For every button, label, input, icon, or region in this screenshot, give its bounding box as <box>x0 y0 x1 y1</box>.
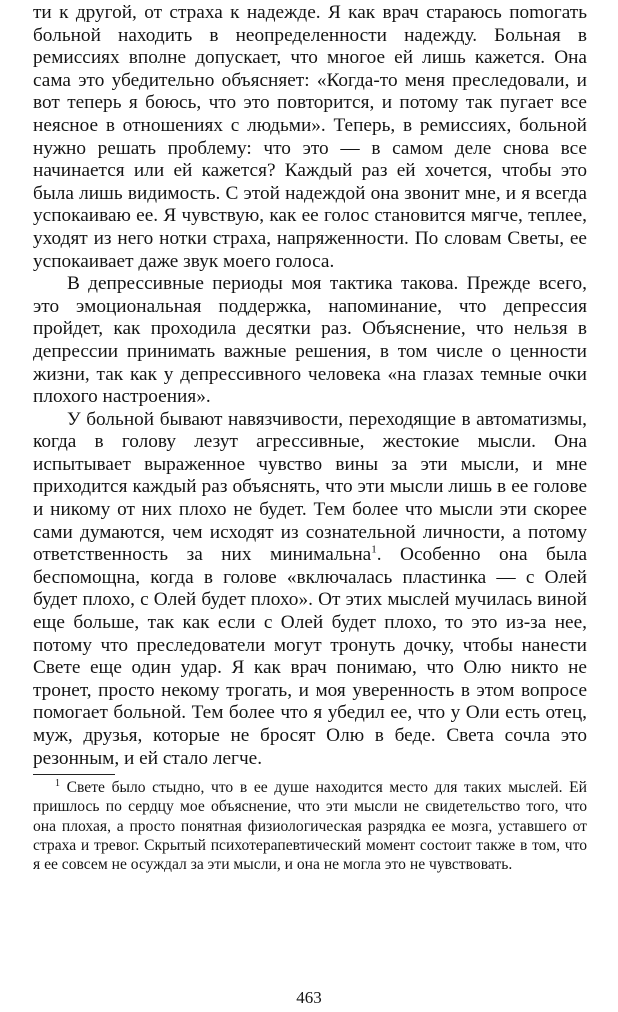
footnote-marker: 1 <box>55 778 60 789</box>
page-number: 463 <box>296 988 322 1007</box>
footnote-body: Свете было стыдно, что в ее душе находится место для таких мыслей. Ей пришлось по сердцу мое объяснение, что эти мысли не свидетельство того, что она плохая, а просто понятная физиологическая разрядка ее мозга, уставшего от страха и тревог. Скрытый психотерапевтический момент состоит также в том, что я ее совсем не осуждал за эти мысли, и она не могла это не чувствовать. <box>33 779 587 873</box>
paragraph-3-continued: . Особенно она была беспомощна, когда в голове «включалась пластинка — с Олей будет плохо, с Олей будет плохо». От этих мыслей мучилась виной еще больше, так как если с Олей будет плохо, то это из-за нее, потому что преследователи могут тронуть дочку, чтобы нанести Свете еще один удар. Я как врач понимаю, что Олю никто не тронет, просто некому трогать, и моя уверенность в этом вопросе помогает больной. Тем более что я убедил ее, что у Оли есть отец, муж, друзья, которые не бросят Олю в беде. Света сочла это резонным, и ей стало легче. <box>33 544 587 769</box>
footnote <box>33 778 587 874</box>
footnote-text <box>33 778 587 874</box>
paragraph-2: В депрессивные периоды моя тактика такова. Прежде всего, это эмоциональная поддержка, напоминание, что депрессия пройдет, как проходила десятки раз. Объяснение, что нельзя в депрессии принимать важные решения, в том числе о ценности жизни, так как у депрессивного человека «на глазах темные очки плохого настроения». <box>33 273 587 408</box>
footnote-reference[interactable]: 1 <box>371 543 377 556</box>
paragraph-1: ти к другой, от страха к надежде. Я как врач стараюсь поmогать больной находить в неопределенности надежду. Больная в ремиссиях вполне допускает, что многое ей лишь кажется. Она сама это убедительно объясняет: «Когда-то меня преследовали, и вот теперь я боюсь, что это повторится, и потому так пугает все неясное в отношениях с людьми». Теперь, в ремиссиях, больной нужно решать проблему: что это — в самом деле снова все начинается или ей кажется? Каждый раз ей хочется, чтобы это была лишь видимость. С этой надеждой она звонит мне, и я всегда успокаиваю ее. Я чувствую, как ее голос становится мягче, теплее, уходят из него нотки страха, напряженности. По словам Светы, ее успокаивает даже звук моего голоса. <box>33 2 587 272</box>
book-page <box>33 2 587 874</box>
paragraph-3 <box>33 409 587 771</box>
paragraph-3-text: У больной бывают навязчивости, переходящие в автоматизмы, когда в голову лезут агрессивные, жестокие мысли. Она испытывает выраженное чувство вины за эти мысли, и мне приходится каждый раз объяснять, что эти мысли лишь в ее голове и никому от них плохо не будет. Тем более что мысли эти скорее сами думаются, чем исходят из сознательной личности, а потому ответственность за них минимальна <box>33 408 587 566</box>
main-text <box>33 2 587 770</box>
footnote-divider <box>33 774 115 775</box>
